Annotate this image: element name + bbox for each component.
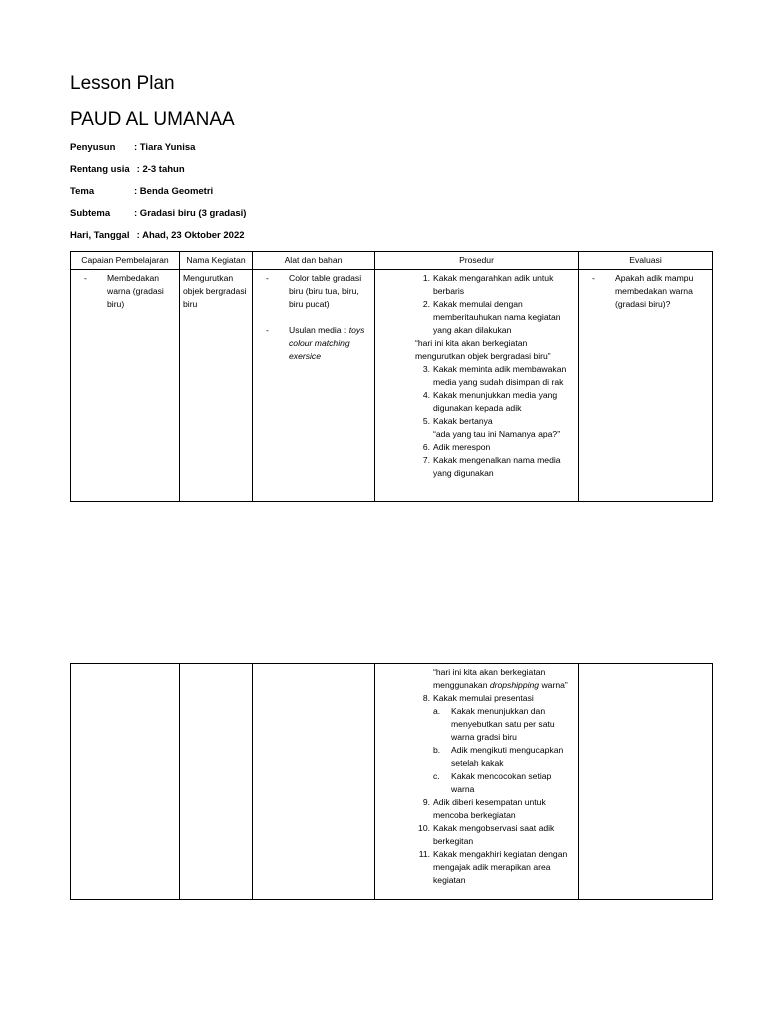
capaian-list: [74, 272, 176, 311]
step-number: 5.: [422, 416, 430, 426]
cell-capaian: [71, 270, 180, 502]
prosedur-list: [378, 441, 575, 480]
table-row: [71, 664, 713, 900]
meta-label: Subtema: [70, 208, 111, 219]
lesson-meta: [70, 140, 246, 250]
list-item: [378, 454, 575, 480]
list-item: [256, 324, 371, 363]
cell-prosedur: [375, 270, 579, 502]
step-text: Adik merespon: [433, 442, 491, 452]
step-text: Kakak memulai presentasi: [433, 693, 534, 703]
table-row: [71, 270, 713, 502]
alat-list: [256, 272, 371, 363]
meta-label: Penyusun: [70, 142, 116, 153]
nama-kegiatan-text: Mengurutkan objek bergradasi biru: [183, 273, 247, 309]
list-item: [378, 848, 575, 887]
lesson-table-continued: [70, 663, 713, 900]
list-item: - Apakah adik mampu membedakan warna (gradasi biru)?: [582, 272, 709, 311]
list-item: [378, 822, 575, 848]
prosedur-list: [378, 796, 575, 887]
header-alat-bahan: Alat dan bahan: [253, 252, 375, 270]
step-number: 3.: [422, 364, 430, 374]
step-number: 11.: [418, 849, 430, 859]
step-number: 9.: [422, 797, 430, 807]
header-capaian: Capaian Pembelajaran: [71, 252, 180, 270]
step-text: Kakak meminta adik membawakan media yang sudah disimpan di rak: [433, 364, 567, 387]
step-text: Kakak mengobservasi saat adik berkegitan: [433, 823, 555, 846]
meta-value: : 2-3 tahun: [134, 164, 185, 175]
table-header-row: [71, 252, 713, 270]
cell-alat-bahan: [253, 270, 375, 502]
step-text: Kakak mengakhiri kegiatan dengan mengajak adik merapikan area kegiatan: [433, 849, 568, 885]
sub-step-text: Kakak mencocokan setiap warna: [451, 771, 552, 794]
meta-value: : Tiara Yunisa: [134, 142, 196, 153]
step-text: Kakak memulai dengan memberitauhukan nama kegiatan yang akan dilakukan: [433, 299, 561, 335]
cell-nama-kegiatan: [180, 270, 253, 502]
cell-evaluasi-empty: [579, 664, 713, 900]
sub-step-text: Kakak menunjukkan dan menyebutkan satu per satu warna gradsi biru: [451, 706, 555, 742]
meta-row-hari-tanggal: [70, 228, 246, 250]
sub-step-letter: a.: [433, 706, 441, 716]
step-text: Adik diberi kesempatan untuk mencoba berkegiatan: [433, 797, 546, 820]
list-item: [378, 441, 575, 454]
quote3-italic: dropshipping: [489, 680, 540, 690]
meta-label: Tema: [70, 186, 95, 197]
step-number: 6.: [422, 442, 430, 452]
step-number: 7.: [422, 455, 430, 465]
list-item: [378, 770, 575, 796]
quote3-prefix: “hari ini kita akan berkegiatan menggunakan: [433, 667, 546, 690]
evaluasi-list: [582, 272, 709, 311]
list-item: [378, 705, 575, 744]
step-text: Kakak mengarahkan adik untuk berbaris: [433, 273, 554, 296]
list-item: [378, 692, 575, 705]
step-number: 8.: [422, 693, 430, 703]
quote-text: “hari ini kita akan berkegiatan mengurutkan objek bergradasi biru”: [415, 338, 551, 361]
list-item: - Membedakan warna (gradasi biru): [74, 272, 176, 311]
step-number: 10.: [418, 823, 430, 833]
school-name: PAUD AL UMANAA: [70, 109, 235, 130]
meta-row-subtema: [70, 206, 246, 228]
list-item: [378, 298, 575, 337]
list-item: - Color table gradasi biru (biru tua, biru, biru pucat): [256, 272, 371, 311]
cell-alat-bahan-empty: [253, 664, 375, 900]
meta-value: : Benda Geometri: [134, 186, 214, 197]
sub-step-letter: c.: [433, 771, 440, 781]
sub-step-letter: b.: [433, 745, 441, 755]
meta-row-tema: [70, 184, 246, 206]
list-item: [378, 415, 575, 428]
quote3-suffix: warna”: [539, 680, 568, 690]
meta-label: Hari, Tanggal: [70, 230, 130, 241]
cell-capaian-empty: [71, 664, 180, 900]
meta-row-rentang-usia: [70, 162, 246, 184]
list-item: [378, 272, 575, 298]
doc-title: Lesson Plan: [70, 73, 175, 94]
step-number: 2.: [422, 299, 430, 309]
meta-label: Rentang usia: [70, 164, 130, 175]
alat-item2-prefix: Usulan media :: [289, 325, 349, 335]
list-item: [378, 363, 575, 389]
header-evaluasi: Evaluasi: [579, 252, 713, 270]
prosedur-list: [378, 363, 575, 428]
cell-prosedur: [375, 664, 579, 900]
header-nama-kegiatan: Nama Kegiatan: [180, 252, 253, 270]
quote-text: [378, 666, 575, 692]
meta-row-penyusun: [70, 140, 246, 162]
sub-step-text: Adik mengikuti mengucapkan setelah kakak: [451, 745, 564, 768]
step-text: Kakak mengenalkan nama media yang digunakan: [433, 455, 561, 478]
sub-step-list: [378, 705, 575, 796]
cell-evaluasi: [579, 270, 713, 502]
list-item: [378, 389, 575, 415]
cell-nama-kegiatan-empty: [180, 664, 253, 900]
meta-value: : Gradasi biru (3 gradasi): [134, 208, 247, 219]
lesson-table: [70, 251, 713, 502]
step-number: 1.: [422, 273, 430, 283]
list-item: [378, 744, 575, 770]
step-text: Kakak bertanya: [433, 416, 493, 426]
step-number: 4.: [422, 390, 430, 400]
prosedur-list: [378, 272, 575, 337]
meta-value: : Ahad, 23 Oktober 2022: [134, 230, 245, 241]
prosedur-list: [378, 692, 575, 705]
list-item: [378, 796, 575, 822]
quote-text: “ada yang tau ini Namanya apa?”: [433, 429, 561, 439]
step-text: Kakak menunjukkan media yang digunakan kepada adik: [433, 390, 558, 413]
alat-item2-italic: toys colour matching exersice: [289, 325, 365, 361]
header-prosedur: Prosedur: [375, 252, 579, 270]
